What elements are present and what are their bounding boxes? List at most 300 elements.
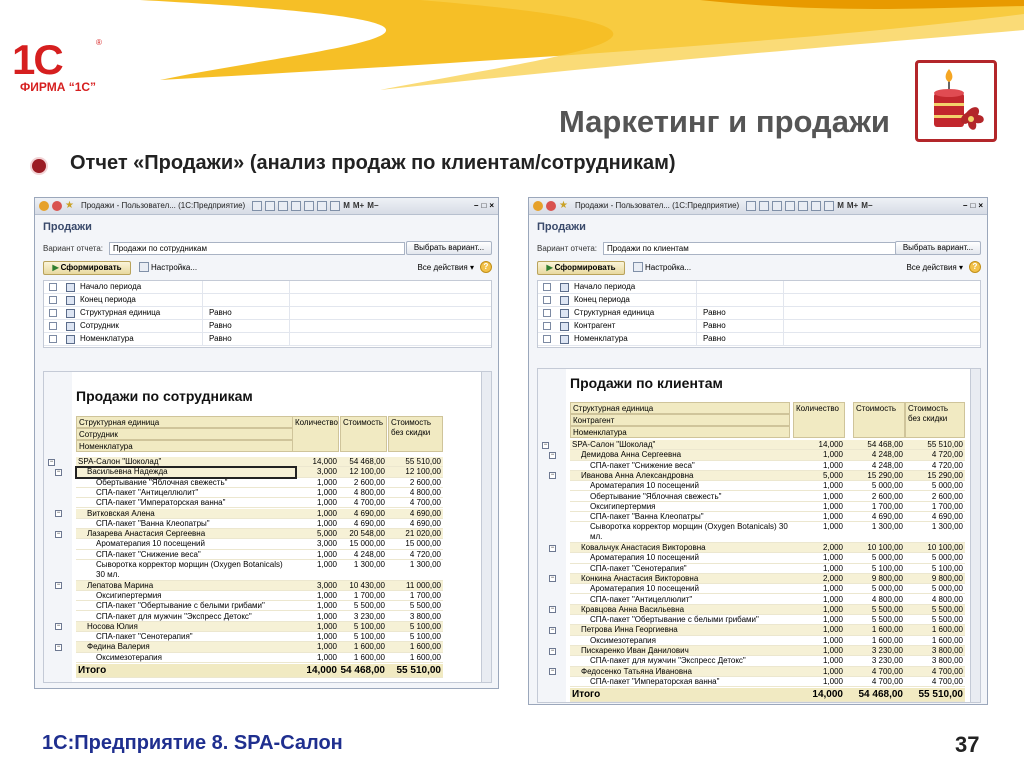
row-quantity: 14,000 xyxy=(312,457,337,466)
row-name xyxy=(570,543,790,553)
row-cost: 9 800,00 xyxy=(871,573,903,583)
filter-icon xyxy=(66,309,75,318)
close-icon[interactable]: × xyxy=(489,201,494,210)
generate-label: Сформировать xyxy=(60,263,122,272)
form-heading: Продажи xyxy=(537,221,586,233)
select-variant-button[interactable]: Выбрать вариант... xyxy=(406,241,492,255)
parameter-name: Структурная единица xyxy=(574,308,655,317)
row-name xyxy=(570,584,790,594)
window-titlebar[interactable] xyxy=(529,198,987,215)
app-logo-icon[interactable] xyxy=(533,201,543,211)
row-cost: 1 600,00 xyxy=(353,652,385,662)
row-name-line: SPA-Салон "Шоколад" xyxy=(78,457,162,466)
favorites-star-icon[interactable]: ★ xyxy=(559,200,568,211)
table-row[interactable] xyxy=(570,677,965,687)
generate-button[interactable] xyxy=(537,261,625,275)
column-header-cost: Стоимость xyxy=(853,402,905,438)
table-row[interactable] xyxy=(570,625,965,635)
table-row[interactable] xyxy=(76,581,443,591)
row-cost: 1 300,00 xyxy=(353,560,385,569)
row-cost: 3 230,00 xyxy=(871,646,903,655)
menu-arrow-icon[interactable] xyxy=(52,201,62,211)
row-name-line: Кравцова Анна Васильевна xyxy=(581,604,685,614)
table-row[interactable] xyxy=(570,636,965,646)
calculator-icon[interactable] xyxy=(317,201,327,211)
row-cost-no-discount: 4 690,00 xyxy=(931,512,963,522)
row-quantity: 3,000 xyxy=(316,467,337,477)
row-cost: 1 600,00 xyxy=(871,635,903,645)
settings-button[interactable] xyxy=(633,262,691,273)
copy-icon[interactable] xyxy=(785,201,795,211)
row-cost: 2 600,00 xyxy=(353,477,385,487)
collapse-toggle-icon[interactable]: − xyxy=(56,582,61,589)
row-name-line: Ароматерапия 10 посещений xyxy=(590,584,699,594)
parameter-name: Конец периода xyxy=(574,295,630,304)
memory-mminus-button[interactable]: M− xyxy=(367,201,379,210)
menu-arrow-icon[interactable] xyxy=(546,201,556,211)
parameter-checkbox[interactable] xyxy=(49,309,57,317)
parameter-row[interactable] xyxy=(538,320,980,333)
settings-button[interactable] xyxy=(139,262,197,273)
parameter-checkbox[interactable] xyxy=(49,283,57,291)
row-name-line: SPA-Салон "Шоколад" xyxy=(572,440,656,449)
collapse-toggle-icon[interactable]: − xyxy=(550,647,555,654)
table-row[interactable] xyxy=(76,591,443,601)
print-icon[interactable] xyxy=(759,201,769,211)
table-row[interactable] xyxy=(76,509,443,519)
row-quantity: 1,000 xyxy=(822,625,843,635)
play-icon: ▶ xyxy=(546,263,553,272)
parameter-condition[interactable]: Равно xyxy=(703,308,726,317)
memory-mplus-button[interactable]: M+ xyxy=(846,201,859,210)
table-row[interactable] xyxy=(570,646,965,656)
row-quantity: 1,000 xyxy=(822,522,843,532)
row-name xyxy=(570,636,790,646)
logo-registered: ® xyxy=(96,38,102,47)
row-name-line: СПА-пакет "Императорская ванна" xyxy=(96,498,226,508)
collapse-toggle-icon[interactable]: − xyxy=(550,544,555,551)
row-cost: 4 700,00 xyxy=(871,676,903,686)
row-name xyxy=(76,478,296,488)
collapse-toggle-icon[interactable]: − xyxy=(56,623,61,630)
parameter-row[interactable] xyxy=(538,294,980,307)
preview-icon[interactable] xyxy=(772,201,782,211)
parameter-divider xyxy=(696,307,697,319)
row-quantity: 1,000 xyxy=(822,666,843,676)
parameter-row[interactable] xyxy=(44,320,491,333)
row-cost-no-discount: 4 700,00 xyxy=(931,666,963,676)
report-title: Продажи по клиентам xyxy=(570,375,723,391)
row-quantity: 1,000 xyxy=(316,601,337,611)
row-cost: 1 700,00 xyxy=(871,501,903,511)
close-icon[interactable]: × xyxy=(978,201,983,210)
row-quantity: 1,000 xyxy=(822,563,843,573)
table-row[interactable] xyxy=(570,574,965,584)
table-row[interactable] xyxy=(76,498,443,508)
maximize-icon[interactable]: □ xyxy=(481,201,487,210)
table-row[interactable] xyxy=(570,502,965,512)
row-cost: 12 100,00 xyxy=(349,467,385,477)
column-header-cost-no-discount: Стоимость без скидки xyxy=(905,402,965,438)
collapse-toggle-icon[interactable]: − xyxy=(56,468,61,475)
parameter-divider xyxy=(783,307,784,319)
row-quantity: 14,000 xyxy=(818,440,843,449)
row-cost: 5 100,00 xyxy=(353,632,385,642)
parameter-checkbox[interactable] xyxy=(49,335,57,343)
row-cost: 1 300,00 xyxy=(871,522,903,532)
row-name-line: Обертывание "Яблочная свежесть" xyxy=(96,477,228,487)
collapse-toggle-icon[interactable]: − xyxy=(56,530,61,537)
row-cost-no-discount: 3 800,00 xyxy=(931,656,963,666)
total-row xyxy=(76,664,443,678)
minimize-icon[interactable]: – xyxy=(474,201,479,210)
row-cost-no-discount: 4 690,00 xyxy=(409,508,441,518)
generate-button[interactable] xyxy=(43,261,131,275)
row-name xyxy=(570,492,790,502)
row-cost-no-discount: 1 700,00 xyxy=(931,501,963,511)
parameter-name: Структурная единица xyxy=(80,308,161,317)
row-name xyxy=(570,502,790,512)
row-cost-no-discount: 5 000,00 xyxy=(931,584,963,594)
parameter-checkbox[interactable] xyxy=(543,296,551,304)
row-name-line: СПА-пакет "Обертывание с белыми грибами" xyxy=(590,615,759,625)
collapse-toggle-icon[interactable]: − xyxy=(550,668,555,675)
row-cost: 4 700,00 xyxy=(353,498,385,508)
table-row[interactable] xyxy=(570,543,965,553)
table-row[interactable] xyxy=(76,539,443,549)
row-quantity: 1,000 xyxy=(316,560,337,569)
table-row[interactable] xyxy=(570,656,965,666)
table-row[interactable] xyxy=(570,584,965,594)
row-quantity: 1,000 xyxy=(316,518,337,528)
row-cost: 3 230,00 xyxy=(353,611,385,621)
column-header-cost: Стоимость xyxy=(340,416,387,452)
parameter-checkbox[interactable] xyxy=(49,296,57,304)
row-cost-no-discount: 2 600,00 xyxy=(931,491,963,501)
row-name-line: 30 мл. xyxy=(96,570,120,579)
parameter-checkbox[interactable] xyxy=(543,322,551,330)
collapse-toggle-icon[interactable]: − xyxy=(56,643,61,650)
parameter-row[interactable] xyxy=(44,294,491,307)
group-header: Номенклатура xyxy=(570,426,790,438)
row-name-line: Демидова Анна Сергеевна xyxy=(581,450,682,460)
settings-icon xyxy=(139,262,149,272)
row-name xyxy=(570,646,790,656)
table-row[interactable] xyxy=(570,615,965,625)
table-row[interactable] xyxy=(570,553,965,563)
calendar-icon[interactable] xyxy=(304,201,314,211)
report-output[interactable] xyxy=(537,368,981,703)
parameter-condition[interactable]: Равно xyxy=(209,334,232,343)
parameter-divider xyxy=(289,320,290,332)
all-actions-menu[interactable]: Все действия ▾ xyxy=(906,263,963,272)
row-quantity: 1,000 xyxy=(316,632,337,642)
row-name xyxy=(76,601,296,611)
select-variant-button[interactable]: Выбрать вариант... xyxy=(895,241,981,255)
vertical-scrollbar[interactable] xyxy=(970,369,980,702)
collapse-toggle-icon[interactable]: − xyxy=(543,441,548,448)
parameter-checkbox[interactable] xyxy=(543,283,551,291)
save-icon[interactable] xyxy=(252,201,262,211)
table-row[interactable] xyxy=(570,461,965,471)
save-icon[interactable] xyxy=(746,201,756,211)
row-name xyxy=(76,550,296,560)
filter-icon xyxy=(560,309,569,318)
vertical-scrollbar[interactable] xyxy=(481,372,491,682)
row-quantity: 1,000 xyxy=(822,501,843,511)
table-row[interactable] xyxy=(570,481,965,491)
parameter-row[interactable] xyxy=(44,333,491,346)
memory-mplus-button[interactable]: M+ xyxy=(352,201,365,210)
table-row[interactable] xyxy=(76,467,443,477)
collapse-toggle-icon[interactable]: − xyxy=(550,626,555,633)
row-name-line: Витковская Алена xyxy=(87,508,155,518)
row-cost: 4 690,00 xyxy=(353,518,385,528)
parameter-condition[interactable]: Равно xyxy=(703,334,726,343)
table-row[interactable] xyxy=(76,560,443,581)
table-row[interactable] xyxy=(76,612,443,622)
table-row[interactable] xyxy=(570,471,965,481)
settings-label: Настройка... xyxy=(645,263,692,272)
row-name-line: Обертывание "Яблочная свежесть" xyxy=(590,491,722,501)
row-cost-no-discount: 1 600,00 xyxy=(931,625,963,635)
row-quantity: 1,000 xyxy=(822,676,843,686)
all-actions-menu[interactable]: Все действия ▾ xyxy=(417,263,474,272)
settings-icon xyxy=(633,262,643,272)
table-row[interactable] xyxy=(570,492,965,502)
group-header: Номенклатура xyxy=(76,440,296,452)
report-title: Продажи по сотрудникам xyxy=(76,388,253,404)
row-name-line: Конкина Анастасия Викторовна xyxy=(581,573,699,583)
help-icon[interactable]: ? xyxy=(969,261,981,273)
row-cost-no-discount: 4 700,00 xyxy=(931,676,963,686)
row-cost-no-discount: 2 600,00 xyxy=(409,477,441,487)
maximize-icon[interactable]: □ xyxy=(970,201,976,210)
column-header-quantity: Количество xyxy=(793,402,845,438)
row-cost-no-discount: 5 100,00 xyxy=(409,632,441,642)
row-name-line: Сыворотка корректор морщин (Oxygen Botanicals) 30 xyxy=(590,522,788,532)
row-cost-no-discount: 5 500,00 xyxy=(931,615,963,625)
parameter-condition[interactable]: Равно xyxy=(209,308,232,317)
memory-m-button[interactable]: M xyxy=(837,201,844,210)
parameter-row[interactable] xyxy=(538,281,980,294)
row-name-line: СПА-пакет "Снижение веса" xyxy=(590,460,695,470)
row-cost-no-discount: 55 510,00 xyxy=(927,440,963,449)
table-row[interactable] xyxy=(570,667,965,677)
row-cost: 4 248,00 xyxy=(871,460,903,470)
parameter-divider xyxy=(696,294,697,306)
table-row[interactable] xyxy=(570,440,965,450)
calculator-icon[interactable] xyxy=(811,201,821,211)
row-quantity: 1,000 xyxy=(822,635,843,645)
table-row[interactable] xyxy=(76,622,443,632)
row-cost-no-discount: 5 000,00 xyxy=(931,481,963,491)
logo-1c xyxy=(12,36,112,96)
parameter-name: Сотрудник xyxy=(80,321,119,330)
parameter-checkbox[interactable] xyxy=(49,322,57,330)
mail-icon[interactable] xyxy=(824,201,834,211)
collapse-toggle-icon[interactable]: − xyxy=(550,606,555,613)
row-name-line: СПА-пакет "Сенотерапия" xyxy=(96,632,193,642)
row-name xyxy=(570,461,790,471)
row-name-line: Носова Юлия xyxy=(87,621,138,631)
row-cost: 20 548,00 xyxy=(349,529,385,539)
row-cost-no-discount: 1 600,00 xyxy=(409,652,441,662)
row-quantity: 2,000 xyxy=(822,573,843,583)
table-row[interactable] xyxy=(76,642,443,652)
row-cost-no-discount: 5 500,00 xyxy=(931,604,963,614)
parameter-row[interactable] xyxy=(44,307,491,320)
row-name xyxy=(570,574,790,584)
row-quantity: 3,000 xyxy=(316,580,337,590)
parameter-name: Начало периода xyxy=(574,282,636,291)
row-quantity: 1,000 xyxy=(316,487,337,497)
filter-icon xyxy=(560,335,569,344)
collapse-toggle-icon[interactable]: − xyxy=(550,575,555,582)
table-row[interactable] xyxy=(76,550,443,560)
parameter-row[interactable] xyxy=(44,281,491,294)
preview-icon[interactable] xyxy=(278,201,288,211)
table-row[interactable] xyxy=(570,512,965,522)
app-logo-icon[interactable] xyxy=(39,201,49,211)
row-name-line: Сыворотка корректор морщин (Oxygen Botanicals) xyxy=(96,560,283,569)
row-cost: 5 100,00 xyxy=(353,621,385,631)
row-cost-no-discount: 3 800,00 xyxy=(409,611,441,621)
row-cost: 5 000,00 xyxy=(871,481,903,491)
row-quantity: 3,000 xyxy=(316,539,337,549)
table-row[interactable] xyxy=(570,564,965,574)
row-name xyxy=(570,481,790,491)
table-row[interactable] xyxy=(76,488,443,498)
table-row[interactable] xyxy=(570,522,965,543)
row-cost-no-discount: 5 000,00 xyxy=(931,553,963,563)
row-cost-no-discount: 3 800,00 xyxy=(931,646,963,655)
row-cost-no-discount: 10 100,00 xyxy=(927,543,963,552)
row-cost: 4 690,00 xyxy=(353,508,385,518)
help-icon[interactable]: ? xyxy=(480,261,492,273)
collapse-toggle-icon[interactable]: − xyxy=(550,472,555,479)
parameter-row[interactable] xyxy=(538,307,980,320)
generate-label: Сформировать xyxy=(554,263,616,272)
parameter-row[interactable] xyxy=(538,333,980,346)
row-cost: 54 468,00 xyxy=(867,440,903,449)
collapse-toggle-icon[interactable]: − xyxy=(56,510,61,516)
row-quantity: 1,000 xyxy=(822,553,843,563)
table-row[interactable] xyxy=(76,457,443,467)
copy-icon[interactable] xyxy=(291,201,301,211)
row-name xyxy=(570,564,790,574)
print-icon[interactable] xyxy=(265,201,275,211)
mail-icon[interactable] xyxy=(330,201,340,211)
row-cost: 4 700,00 xyxy=(871,666,903,676)
row-cost: 54 468,00 xyxy=(349,457,385,466)
row-quantity: 1,000 xyxy=(316,477,337,487)
parameter-divider xyxy=(289,333,290,345)
parameter-condition[interactable]: Равно xyxy=(703,321,726,330)
total-label: Итого xyxy=(572,689,601,701)
table-row[interactable] xyxy=(76,601,443,611)
window-title: Продажи - Пользовател... (1С:Предприятие) xyxy=(80,201,246,210)
variant-field[interactable]: Продажи по сотрудникам xyxy=(109,242,405,255)
parameter-divider xyxy=(202,294,203,306)
parameter-condition[interactable]: Равно xyxy=(209,321,232,330)
logo-firm-text: ФИРМА “1С” xyxy=(20,80,97,94)
settings-label: Настройка... xyxy=(151,263,198,272)
memory-mminus-button[interactable]: M− xyxy=(861,201,873,210)
row-cost: 5 000,00 xyxy=(871,553,903,563)
row-name xyxy=(570,471,790,481)
parameter-checkbox[interactable] xyxy=(543,335,551,343)
row-cost-no-discount: 4 700,00 xyxy=(409,498,441,508)
parameter-name: Контрагент xyxy=(574,321,616,330)
table-row[interactable] xyxy=(76,529,443,539)
bullet-icon xyxy=(32,159,46,173)
parameter-checkbox[interactable] xyxy=(543,309,551,317)
parameter-divider xyxy=(696,333,697,345)
table-row[interactable] xyxy=(76,519,443,529)
row-cost: 5 100,00 xyxy=(871,563,903,573)
collapse-toggle-icon[interactable]: − xyxy=(49,458,54,465)
group-header: Контрагент xyxy=(570,414,790,426)
table-row[interactable] xyxy=(76,632,443,642)
minimize-icon[interactable]: – xyxy=(963,201,968,210)
row-quantity: 1,000 xyxy=(822,594,843,604)
row-cost-no-discount: 1 600,00 xyxy=(931,635,963,645)
filter-icon xyxy=(66,335,75,344)
row-name xyxy=(76,498,296,508)
total-cost: 54 468,00 xyxy=(340,665,385,676)
row-quantity: 1,000 xyxy=(822,615,843,625)
row-cost: 5 500,00 xyxy=(353,601,385,611)
table-row[interactable] xyxy=(570,450,965,460)
favorites-star-icon[interactable]: ★ xyxy=(65,200,74,211)
window-titlebar[interactable] xyxy=(35,198,498,215)
variant-field[interactable]: Продажи по клиентам xyxy=(603,242,899,255)
table-row[interactable] xyxy=(570,595,965,605)
row-quantity: 1,000 xyxy=(316,642,337,652)
row-name xyxy=(570,677,790,687)
variant-label: Вариант отчета: xyxy=(43,244,103,253)
row-name-line: СПА-пакет "Ванна Клеопатры" xyxy=(590,512,704,522)
calendar-icon[interactable] xyxy=(798,201,808,211)
report-parameters xyxy=(537,280,981,348)
parameter-divider xyxy=(202,281,203,293)
total-quantity: 14,000 xyxy=(306,665,337,676)
collapse-toggle-icon[interactable]: − xyxy=(550,451,555,458)
row-quantity: 1,000 xyxy=(316,590,337,600)
row-name xyxy=(570,625,790,635)
parameter-name: Номенклатура xyxy=(80,334,134,343)
row-name-line: Федина Валерия xyxy=(87,642,150,652)
row-name xyxy=(76,457,296,467)
table-row[interactable] xyxy=(76,653,443,663)
row-name-line: Ароматерапия 10 посещений xyxy=(590,481,699,491)
parameter-divider xyxy=(783,281,784,293)
row-name-line: СПА-пакет для мужчин "Экспресс Детокс" xyxy=(96,611,252,621)
report-window-clients xyxy=(528,197,988,705)
table-row[interactable] xyxy=(76,478,443,488)
row-name xyxy=(570,667,790,677)
report-output[interactable] xyxy=(43,371,492,683)
parameter-divider xyxy=(202,333,203,345)
row-name-line: СПА-пакет "Ванна Клеопатры" xyxy=(96,518,210,528)
memory-m-button[interactable]: M xyxy=(343,201,350,210)
page-number: 37 xyxy=(955,732,980,757)
column-header-quantity: Количество xyxy=(292,416,339,452)
row-cost: 4 248,00 xyxy=(353,549,385,559)
row-cost: 1 600,00 xyxy=(353,642,385,652)
table-row[interactable] xyxy=(570,605,965,615)
